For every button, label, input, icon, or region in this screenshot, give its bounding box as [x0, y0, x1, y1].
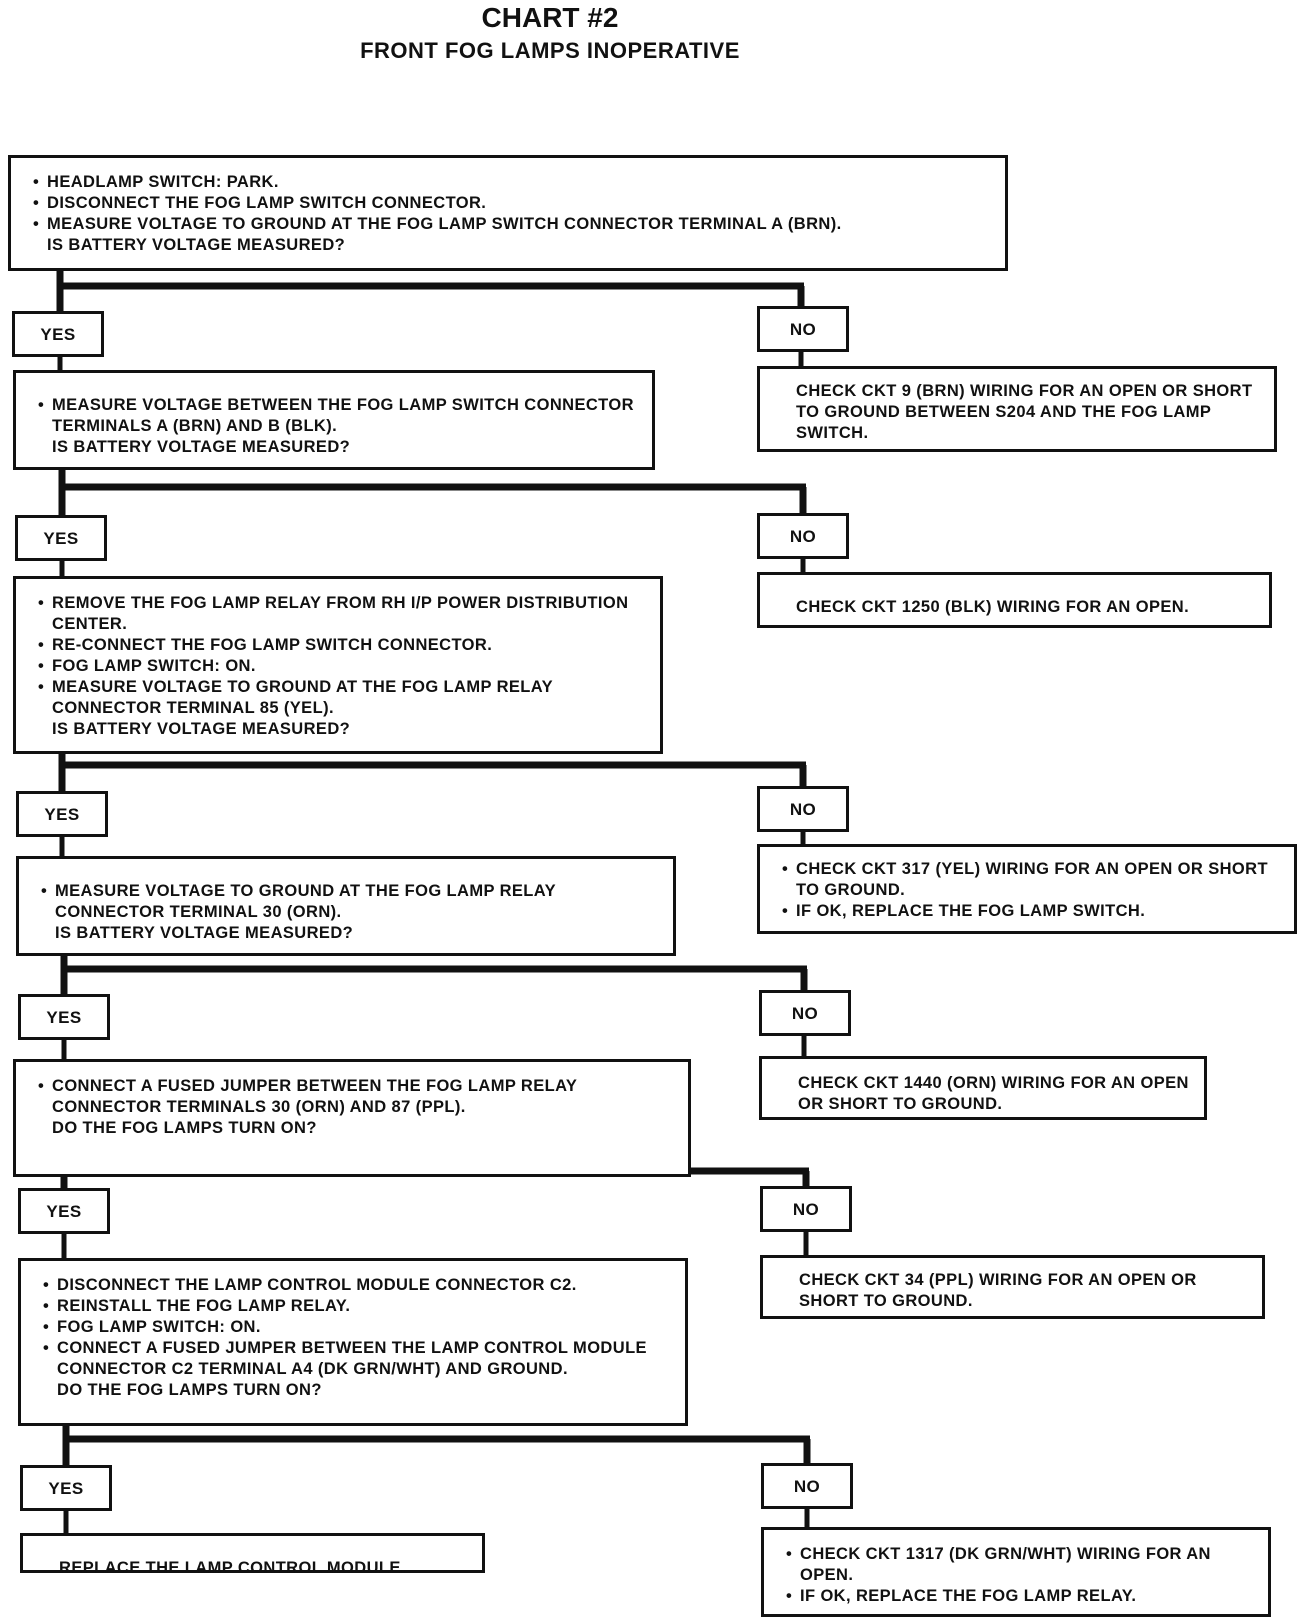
question-line: CHECK CKT 1250 (BLK) WIRING FOR AN OPEN. [796, 598, 1190, 616]
bullet-item: • IF OK, REPLACE THE FOG LAMP SWITCH. [782, 901, 1282, 922]
bullet-item: • MEASURE VOLTAGE BETWEEN THE FOG LAMP SWITCH CONNECTOR TERMINALS A (BRN) AND B (BLK). [38, 395, 640, 437]
bullet-item: • DISCONNECT THE LAMP CONTROL MODULE CONNECTOR C2. [43, 1275, 673, 1296]
step-4-no-action-box [759, 1056, 1207, 1120]
bullet-item: • REMOVE THE FOG LAMP RELAY FROM RH I/P POWER DISTRIBUTION CENTER. [38, 593, 648, 635]
step-6-yes-box: YES [20, 1465, 112, 1511]
step-2-no-box: NO [757, 513, 849, 559]
step-3-no-box: NO [757, 786, 849, 832]
bullet-item: • IF OK, REPLACE THE FOG LAMP RELAY. [786, 1586, 1256, 1607]
step-4-yes-box: YES [18, 994, 110, 1040]
step-3-no-action-box [757, 844, 1297, 934]
step-1-question-box [8, 155, 1008, 271]
bullet-item: • CHECK CKT 317 (YEL) WIRING FOR AN OPEN OR SHORT TO GROUND. [782, 859, 1282, 901]
step-6-yes-action-box [20, 1533, 485, 1577]
question-line: IS BATTERY VOLTAGE MEASURED? [52, 438, 351, 456]
bullet-item: • MEASURE VOLTAGE TO GROUND AT THE FOG LAMP RELAY CONNECTOR TERMINAL 30 (ORN). [41, 881, 661, 923]
step-5-no-action-box [760, 1255, 1265, 1319]
bullet-item: • MEASURE VOLTAGE TO GROUND AT THE FOG LAMP SWITCH CONNECTOR TERMINAL A (BRN). [33, 214, 993, 235]
step-6-no-box: NO [761, 1463, 853, 1509]
step-2-question-box [13, 370, 655, 470]
step-3-question-box [13, 576, 663, 754]
question-line: DO THE FOG LAMPS TURN ON? [52, 1119, 317, 1137]
step-4-question-box [16, 856, 676, 956]
chart-title: CHART #2 [481, 2, 619, 33]
step-1-no-action-box [757, 366, 1277, 452]
bullet-item: • CONNECT A FUSED JUMPER BETWEEN THE FOG LAMP RELAY CONNECTOR TERMINALS 30 (ORN) AND 87 (PPL). [38, 1076, 676, 1118]
bullet-item: • DISCONNECT THE FOG LAMP SWITCH CONNECTOR. [33, 193, 993, 214]
question-line: IS BATTERY VOLTAGE MEASURED? [52, 720, 351, 738]
step-5-no-box: NO [760, 1186, 852, 1232]
question-line: DO THE FOG LAMPS TURN ON? [57, 1381, 322, 1399]
question-line: IS BATTERY VOLTAGE MEASURED? [47, 236, 346, 254]
step-5-yes-box: YES [18, 1188, 110, 1234]
question-line: CHECK CKT 9 (BRN) WIRING FOR AN OPEN OR SHORT TO GROUND BETWEEN S204 AND THE FOG LAMP SWITCH. [796, 382, 1253, 442]
bullet-item: • FOG LAMP SWITCH: ON. [43, 1317, 673, 1338]
question-line: IS BATTERY VOLTAGE MEASURED? [55, 924, 354, 942]
step-2-no-action-box [757, 572, 1272, 628]
step-5-question-box [13, 1059, 691, 1177]
step-6-question-box [18, 1258, 688, 1426]
bullet-item: • MEASURE VOLTAGE TO GROUND AT THE FOG LAMP RELAY CONNECTOR TERMINAL 85 (YEL). [38, 677, 648, 719]
bullet-item: • REINSTALL THE FOG LAMP RELAY. [43, 1296, 673, 1317]
bullet-item: • FOG LAMP SWITCH: ON. [38, 656, 648, 677]
step-1-no-box: NO [757, 306, 849, 352]
step-6-no-action-box [761, 1527, 1271, 1617]
question-line: REPLACE THE LAMP CONTROL MODULE. [59, 1559, 406, 1577]
question-line: CHECK CKT 1440 (ORN) WIRING FOR AN OPEN OR SHORT TO GROUND. [798, 1074, 1189, 1113]
step-1-yes-box: YES [12, 311, 104, 357]
step-2-yes-box: YES [15, 515, 107, 561]
step-4-no-box: NO [759, 990, 851, 1036]
bullet-item: • CONNECT A FUSED JUMPER BETWEEN THE LAMP CONTROL MODULE CONNECTOR C2 TERMINAL A4 (DK GRN/WHT) AND GROUND. [43, 1338, 673, 1380]
bullet-item: • HEADLAMP SWITCH: PARK. [33, 172, 993, 193]
chart-subtitle: FRONT FOG LAMPS INOPERATIVE [360, 38, 740, 63]
bullet-item: • CHECK CKT 1317 (DK GRN/WHT) WIRING FOR AN OPEN. [786, 1544, 1256, 1586]
step-3-yes-box: YES [16, 791, 108, 837]
question-line: CHECK CKT 34 (PPL) WIRING FOR AN OPEN OR SHORT TO GROUND. [799, 1271, 1197, 1310]
bullet-item: • RE-CONNECT THE FOG LAMP SWITCH CONNECTOR. [38, 635, 648, 656]
